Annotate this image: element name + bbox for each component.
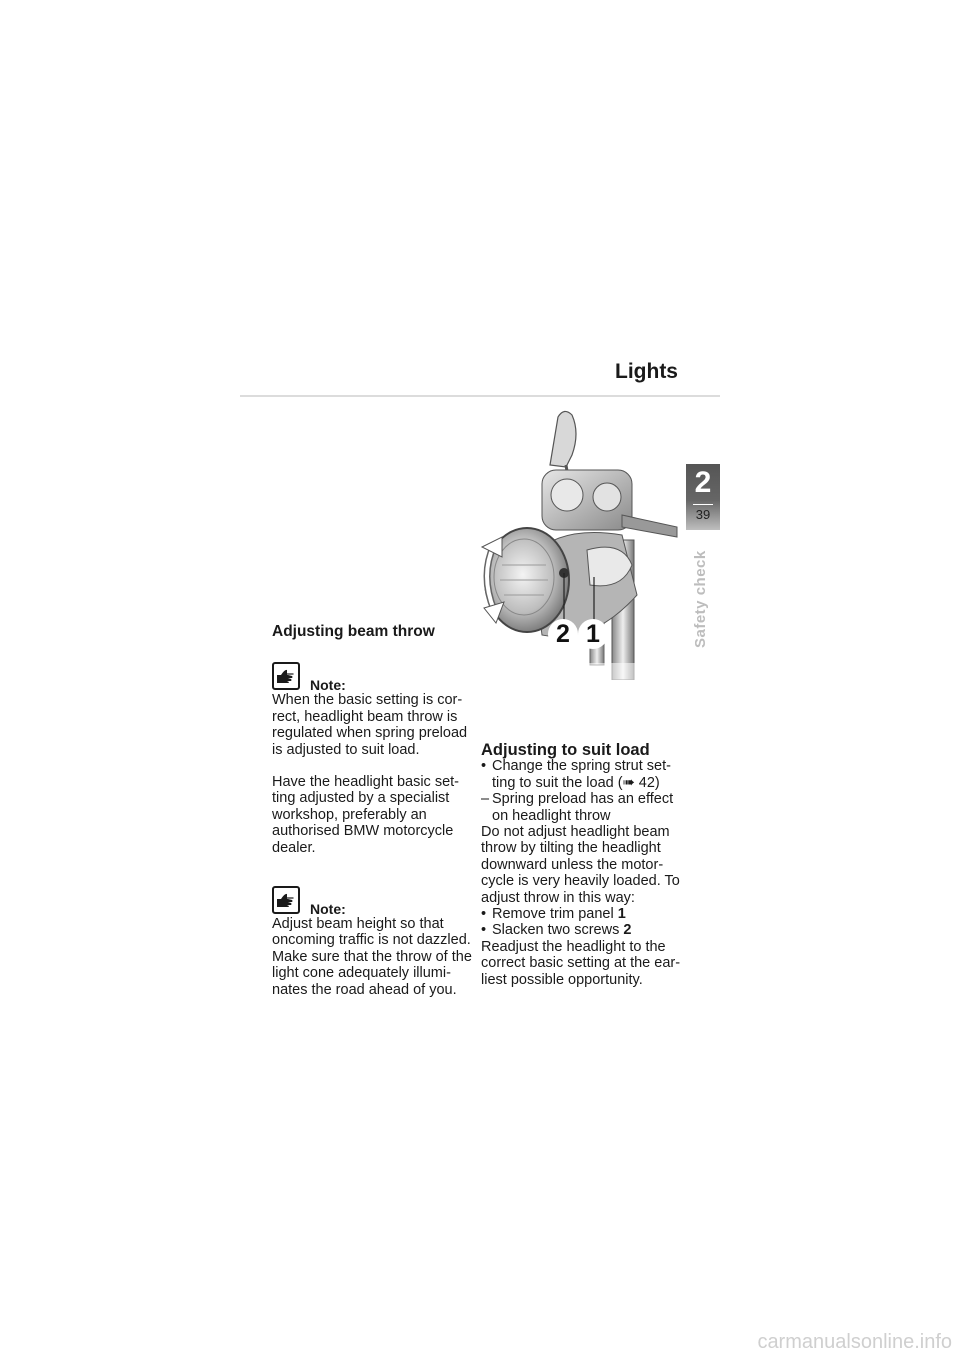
bullet-mark: • — [481, 906, 487, 923]
list-item — [481, 758, 681, 791]
note-paragraph: Have the headlight basic set-ting adjusted by a specialist workshop, preferably an authorised BMW motorcycle dealer. — [272, 774, 459, 856]
list-item — [481, 791, 681, 824]
note-paragraph: When the basic setting is cor-rect, headlight beam throw is regulated when spring preload is adjusted to suit load. — [272, 692, 468, 758]
page-title: Lights — [615, 360, 678, 383]
note-header — [272, 886, 472, 918]
left-column — [272, 624, 472, 998]
part-reference: 2 — [623, 922, 632, 939]
list-item-text — [492, 906, 681, 922]
note-label: Note: — [310, 901, 346, 918]
note-header — [272, 662, 472, 694]
list-item-label: Slacken two screws — [492, 922, 624, 939]
chapter-tab — [686, 464, 720, 530]
headlight-figure — [472, 405, 682, 680]
body-paragraph: Readjust the headlight to the correct basic setting at the ear-liest possible opportunity. — [481, 938, 681, 988]
list-item-text: Spring preload has an effect on headlight throw — [492, 791, 674, 824]
right-column — [481, 742, 681, 988]
body-paragraph: Do not adjust headlight beam throw by tilting the headlight downward unless the motor-cycle is very heavily loaded. To adjust throw in this way: — [481, 824, 680, 906]
list-item-text: Change the spring strut set-ting to suit the load (➠ 42) — [492, 758, 671, 791]
list-item — [481, 922, 681, 938]
note-label: Note: — [310, 677, 346, 694]
note-paragraph: Adjust beam height so that oncoming traffic is not dazzled. Make sure that the throw of the light cone adequately illumi-nates the road ahead of you. — [272, 916, 472, 998]
bullet-mark: • — [481, 922, 487, 939]
chapter-divider — [693, 504, 713, 505]
bullet-mark: • — [481, 758, 487, 775]
header-divider — [240, 395, 720, 397]
callout-1: 1 — [578, 619, 608, 649]
list-item-text — [492, 922, 681, 938]
part-reference: 1 — [617, 906, 626, 923]
note-hand-icon — [272, 662, 300, 690]
section-heading-beam-throw: Adjusting beam throw — [272, 623, 435, 640]
note-hand-icon — [272, 886, 300, 914]
chapter-number: 2 — [694, 466, 712, 499]
dash-mark: – — [481, 791, 490, 808]
section-label: Safety check — [692, 550, 709, 648]
page-number: 39 — [695, 507, 711, 522]
callout-2: 2 — [548, 619, 578, 649]
watermark: carmanualsonline.info — [757, 1331, 952, 1353]
list-item-label: Remove trim panel — [492, 906, 618, 923]
list-item — [481, 906, 681, 922]
section-heading-suit-load: Adjusting to suit load — [481, 741, 650, 759]
